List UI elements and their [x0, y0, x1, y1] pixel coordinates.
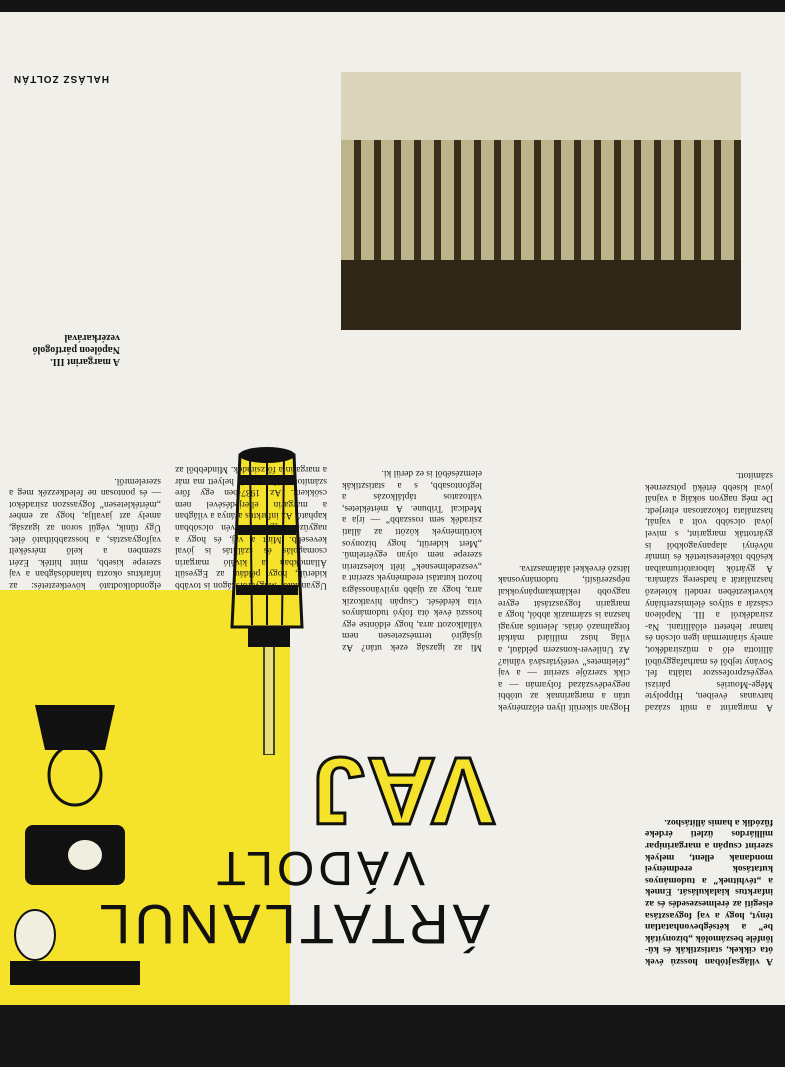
byline: HALÁSZ ZOLTÁN	[12, 73, 109, 84]
photo-dark-band	[341, 260, 741, 330]
photo-caption: A margarint III. Napóleon pártfogoló vezérkarával	[32, 332, 120, 367]
body-column-1: A margarint a múlt század hatvanas éveiben, Hippolyte Mège-Mouriès párizsi vegyészprofesszor találta fel. Sovány tejből és marhafaggyúból állította elő a műzsiradékot, amely sírántermán igen olcsón és hamar lehetett előállítani. Na-zsiradékról a III. Napóleon császár a súlyos élelmiszerhiány következtében rendeli kötelező használatát a hadsereg számára. A gyártók laboratóriumaiban később tökéletesítették és immár nővényi alapanyagokból is gyártották margarint, s mivel jóval olcsóbb volt a vajnál, használata fokozatosan elterjedt. De még nagyon sokáig a vajnál jóval kisebb értékű pótszernek számított.	[645, 470, 773, 712]
historical-photo	[341, 72, 741, 330]
photo-figures-band	[341, 140, 741, 260]
body-column-4: Ugyanakkor Magyarországon is tovább kiderült, hogy például az Egyesült Államokban a kiváló margarin csomagolás és szállítás is jóval kevesebb. Mint a vaj, és hogy a nagyüzemi gyártás révén olcsóbban kapható. Az infarktus aránya a világban a margarin elterjedésével nem csökkent. Az 1937-ben egy főre számított vajfogyasztás helyett ma már a margarin a fő zsiradék. Mindebből az elgondolkodtató következtetés: az infarktus okozta halandóságban a vaj szerepe kisebb, mint hitték. Ezért szemben a kelő mérsékelt vajfogyasztás, a hosszabbítható élet. Úgy tűnik, végül soron az igazság, amely azt javallja, hogy az ember „mértékletesen” fogyasszon zsiradékot — és pontosan ne feledkezzék meg a szerelemről.	[9, 464, 327, 590]
body-column-2: Hogyan sikerült ilyen előzmények után a margarinnak az utóbbi negyedévszázad folyamán — a cikk szerzője szerint — a vaj „félelmetes” vetélytársává válnia? Az Unilever-konszern például, a világ húsz milliárd márkát forgalmazó óriás. Jelentős anyagi haszna is származik abból, hogy a margarin fogyasztását egyre nagyobb reklámkampányokkal népszerűsíti, tudományosnak látszó érvekkel alátámasztva.	[498, 562, 630, 712]
body-column-3: Mi az igazság ezek után? Az újságíró természetesen nem vállalkozott arra, hogy eldöntse egy hosszú évek óta folyó tudományos vita kérdését. Csupán hivatkozik arra, hogy az újabb nyilvánosságra hozott kutatási eredmények szerint a „veszedelmesnek” ítélt koleszterin szerepe nem olyan egyértelmű. „Mert kiderült, hogy bizonyos körülmények között az állati zsiradék sem rosszabb” — írja a Medical Tribune. A mértékletes, változatos táplálkozás a legfontosabb, s a statisztikák elemzéséből is ez derül ki.	[342, 468, 482, 652]
headline-title-vaj: VAJ	[309, 737, 495, 844]
headline-title-line1: ÁRTATLANUL	[95, 893, 490, 956]
headline-title-line2: VÁDOLT	[212, 841, 425, 894]
lead-paragraph: A világsajtóban hosszú évek óta cikkek, statisztikák és kü-lönféle beszámolók „bizonyíták be” a kétségbevonhatatlan tényt, hogy a vaj fogyasztása elsegíti az érelmeszesedés és az infarktus kialakulását. Ennek a „tévhitnek” a tudományos kutatások eredményei mondanak ellent, melyek szerint csupán a margarinipar milliárdos üzleti érdeke fűzódik a hamis állításhoz.	[645, 816, 773, 967]
photo-light-band	[341, 72, 741, 140]
